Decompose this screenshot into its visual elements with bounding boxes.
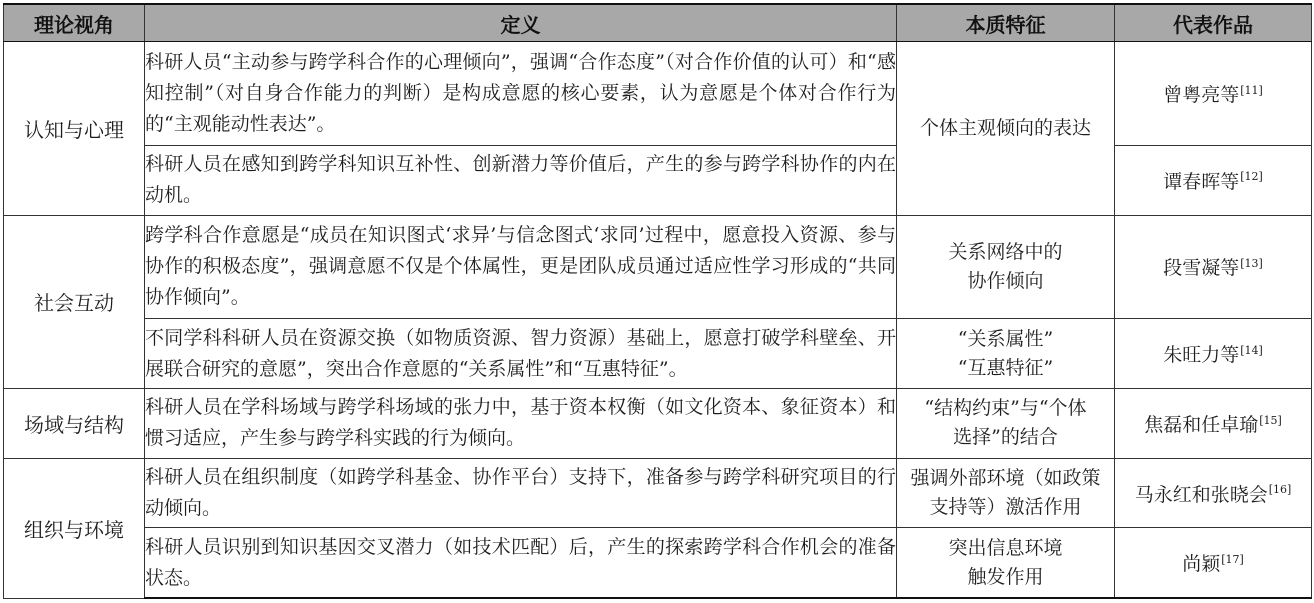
perspective-cell: 场域与结构 (4, 389, 145, 459)
feature-cell (897, 458, 1115, 528)
work-name: 尚颖 (1182, 553, 1221, 576)
table-row (4, 528, 1312, 598)
feature-line: 支持等）激活作用 (929, 496, 1082, 518)
citation-ref: [15] (1259, 413, 1282, 427)
feature-line: 突出信息环境 (948, 536, 1063, 559)
header-feature: 本质特征 (897, 4, 1115, 42)
table-row (4, 145, 1312, 215)
feature-line: 协作倾向 (967, 269, 1044, 292)
definition-cell: 科研人员“主动参与跨学科合作的心理倾向”，强调“合作态度”（对合作价值的认可）和“感知控制”（对自身合作能力的判断）是构成意愿的核心要素，认为意愿是个体对合作行为的“主观能动性表达”。 (145, 42, 897, 146)
feature-line: 选择”的结合 (953, 426, 1058, 449)
representative-work-cell (1115, 42, 1312, 146)
work-name: 焦磊和任卓瑜 (1144, 413, 1259, 436)
feature-cell (897, 215, 1115, 319)
definition-cell: 科研人员在感知到跨学科知识互补性、创新潜力等价值后，产生的参与跨学科协作的内在动机。 (145, 145, 897, 215)
header-representative-work: 代表作品 (1115, 4, 1312, 42)
header-definition: 定义 (145, 4, 897, 42)
work-name: 马永红和张晓会 (1134, 483, 1268, 506)
table-row (4, 215, 1312, 319)
citation-ref: [17] (1221, 552, 1244, 566)
table-header-row (4, 4, 1312, 42)
table-row (4, 42, 1312, 146)
feature-line: “关系属性” (957, 327, 1054, 350)
definition-cell: 科研人员识别到知识基因交叉潜力（如技术匹配）后，产生的探索跨学科合作机会的准备状态。 (145, 528, 897, 598)
definition-cell: 科研人员在学科场域与跨学科场域的张力中，基于资本权衡（如文化资本、象征资本）和惯习适应，产生参与跨学科实践的行为倾向。 (145, 389, 897, 459)
theory-perspective-table (3, 3, 1312, 599)
representative-work-cell (1115, 215, 1312, 319)
citation-ref: [11] (1240, 83, 1263, 97)
citation-ref: [13] (1240, 257, 1263, 271)
representative-work-cell (1115, 145, 1312, 215)
feature-line: “互惠特征” (957, 356, 1054, 379)
work-name: 段雪凝等 (1163, 257, 1240, 280)
definition-cell: 跨学科合作意愿是“成员在知识图式‘求异’与信念图式‘求同’过程中，愿意投入资源、参与协作的积极态度”，强调意愿不仅是个体属性，更是团队成员通过适应性学习形成的“共同协作倾向”。 (145, 215, 897, 319)
table-row (4, 458, 1312, 528)
representative-work-cell (1115, 458, 1312, 528)
table-row (4, 319, 1312, 389)
work-name: 曾粤亮等 (1163, 83, 1240, 106)
feature-line: “结构约束”与“个体 (924, 397, 1087, 420)
work-name: 谭春晖等 (1163, 170, 1240, 193)
perspective-cell: 社会互动 (4, 215, 145, 389)
definition-cell: 不同学科科研人员在资源交换（如物质资源、智力资源）基础上，愿意打破学科壁垒、开展联合研究的意愿”，突出合作意愿的“关系属性”和“互惠特征”。 (145, 319, 897, 389)
feature-cell (897, 42, 1115, 216)
representative-work-cell (1115, 528, 1312, 598)
citation-ref: [12] (1240, 170, 1263, 184)
feature-line: 关系网络中的 (948, 240, 1063, 263)
definition-cell: 科研人员在组织制度（如跨学科基金、协作平台）支持下，准备参与跨学科研究项目的行动倾向。 (145, 458, 897, 528)
representative-work-cell (1115, 319, 1312, 389)
feature-line: 强调外部环境（如政策 (910, 467, 1101, 489)
header-perspective: 理论视角 (4, 4, 145, 42)
feature-cell (897, 528, 1115, 598)
feature-cell (897, 319, 1115, 389)
feature-line: 个体主观倾向的表达 (919, 116, 1091, 139)
representative-work-cell (1115, 389, 1312, 459)
feature-line: 触发作用 (967, 565, 1044, 588)
perspective-cell: 组织与环境 (4, 458, 145, 598)
citation-ref: [14] (1240, 343, 1263, 357)
feature-cell (897, 389, 1115, 459)
work-name: 朱旺力等 (1163, 344, 1240, 367)
perspective-cell: 认知与心理 (4, 42, 145, 216)
citation-ref: [16] (1268, 483, 1292, 497)
document-page (3, 3, 1311, 599)
table-row (4, 389, 1312, 459)
